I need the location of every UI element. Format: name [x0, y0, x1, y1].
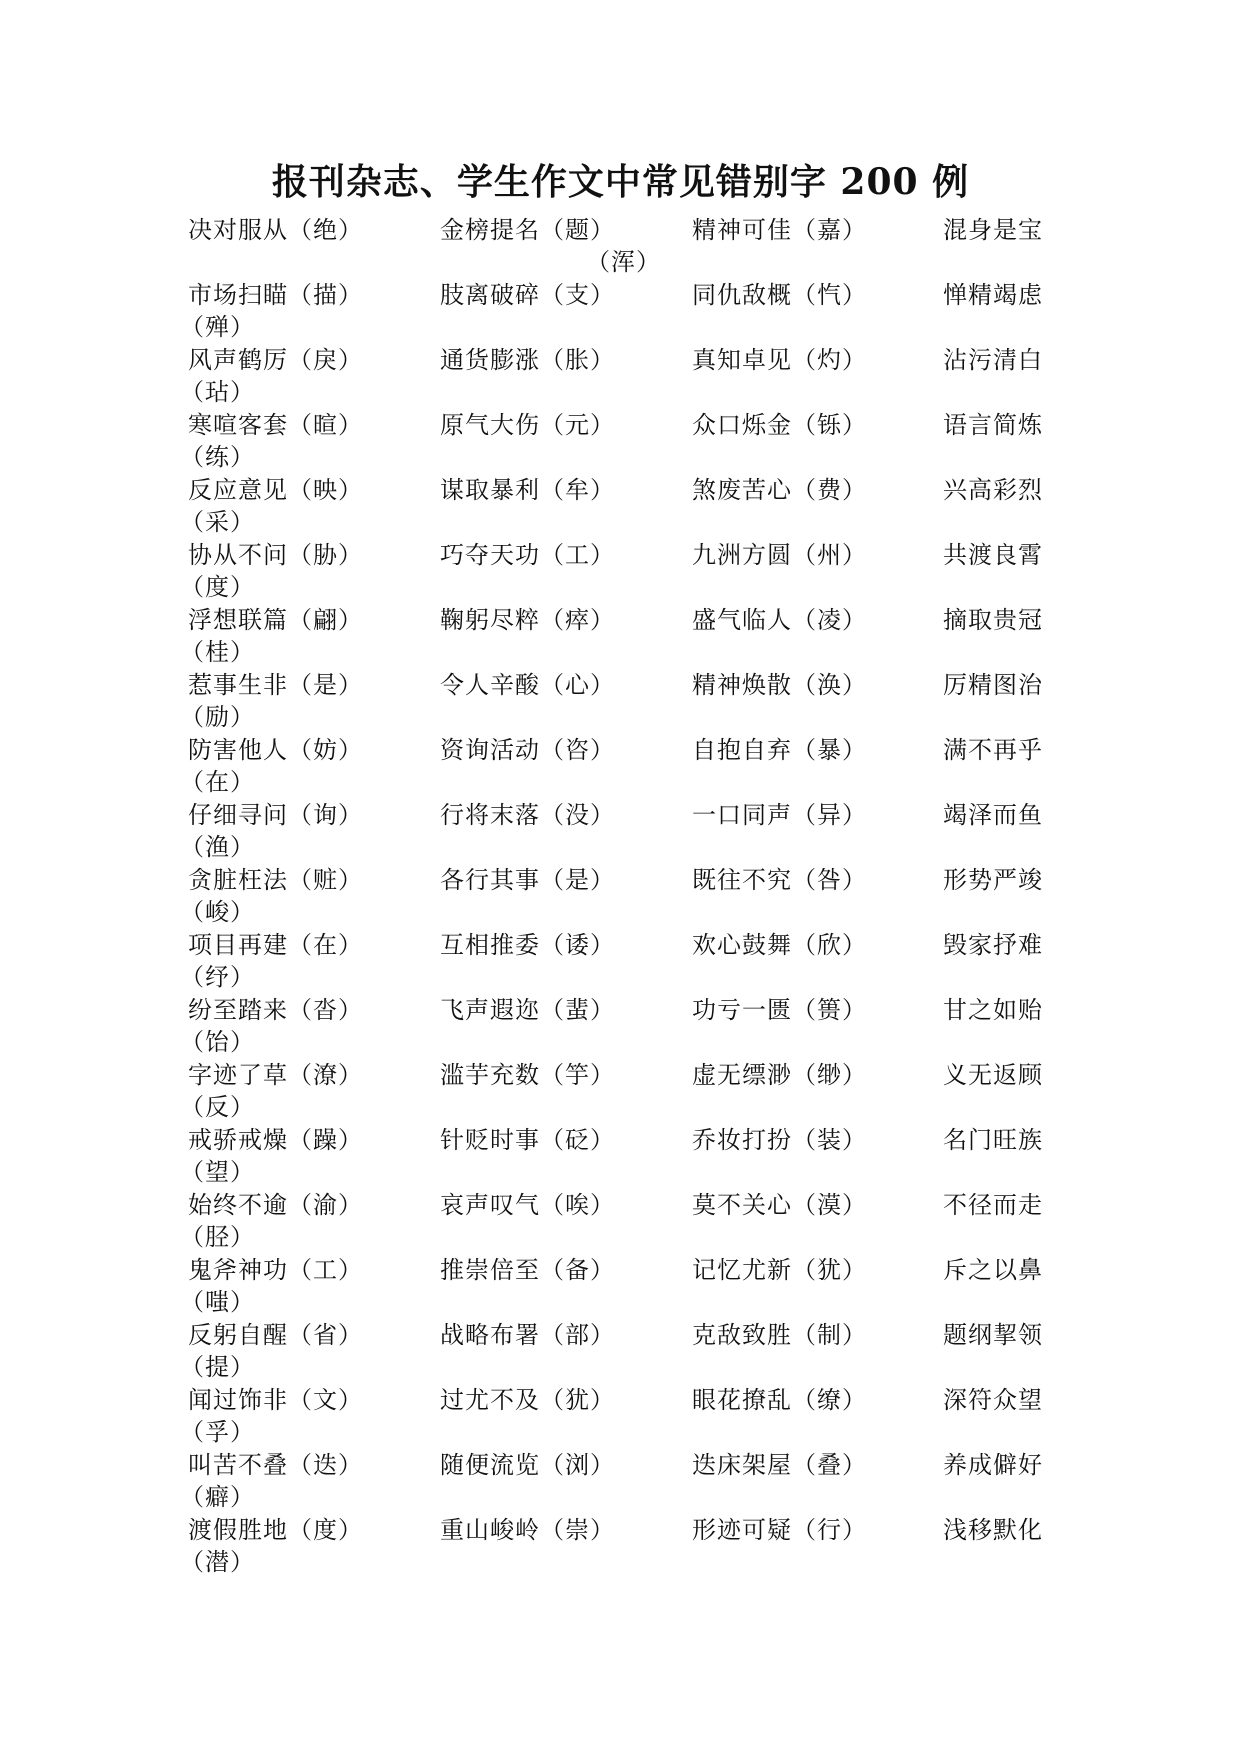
entry-item: 谋取暴利（牟） [440, 476, 615, 504]
entry-item: 毁家抒难 [943, 931, 1043, 959]
entry-item: 寒喧客套（暄） [188, 411, 363, 439]
entry-item: 精神可佳（嘉） [692, 216, 867, 244]
entry-item: 形势严竣 [943, 866, 1043, 894]
entry-item: 真知卓见（灼） [692, 346, 867, 374]
entry-correction: （潜） [180, 1548, 255, 1576]
entry-item: 贪脏枉法（赃） [188, 866, 363, 894]
entry-item: 重山峻岭（崇） [440, 1516, 615, 1544]
entry-item: 甘之如贻 [943, 996, 1043, 1024]
entry-correction: （采） [180, 508, 255, 536]
entry-correction: （纾） [180, 963, 255, 991]
entry-item: 竭泽而鱼 [943, 801, 1043, 829]
entry-item: 题纲挈领 [943, 1321, 1043, 1349]
entry-item: 摘取贵冠 [943, 606, 1043, 634]
entry-item: 行将末落（没） [440, 801, 615, 829]
entry-correction: （胫） [180, 1223, 255, 1251]
entry-item: 克敌致胜（制） [692, 1321, 867, 1349]
entry-item: 滥芋充数（竽） [440, 1061, 615, 1089]
entry-item: 市场扫瞄（描） [188, 281, 363, 309]
entry-item: 推崇倍至（备） [440, 1256, 615, 1284]
entry-item: 鞠躬尽粹（瘁） [440, 606, 615, 634]
entry-item: 防害他人（妨） [188, 736, 363, 764]
entry-item: 自抱自弃（暴） [692, 736, 867, 764]
entry-item: 字迹了草（潦） [188, 1061, 363, 1089]
entry-item: 惮精竭虑 [943, 281, 1043, 309]
entry-item: 语言简炼 [943, 411, 1043, 439]
entry-correction: （在） [180, 768, 255, 796]
entry-item: 义无返顾 [943, 1061, 1043, 1089]
entry-item: 浅移默化 [943, 1516, 1043, 1544]
entry-item: 同仇敌概（忾） [692, 281, 867, 309]
entry-item: 决对服从（绝） [188, 216, 363, 244]
entry-item: 针贬时事（砭） [440, 1126, 615, 1154]
entry-item: 莫不关心（漠） [692, 1191, 867, 1219]
entry-item: 迭床架屋（叠） [692, 1451, 867, 1479]
entry-item: 令人辛酸（心） [440, 671, 615, 699]
entry-item: 深符众望 [943, 1386, 1043, 1414]
entry-item: 肢离破碎（支） [440, 281, 615, 309]
entry-item: 巧夺天功（工） [440, 541, 615, 569]
page-title: 报刊杂志、学生作文中常见错别字 200 例 [271, 161, 970, 203]
entry-item: 虚无缥渺（缈） [692, 1061, 867, 1089]
entry-item: 通货膨涨（胀） [440, 346, 615, 374]
entry-item: 反躬自醒（省） [188, 1321, 363, 1349]
entry-item: 各行其事（是） [440, 866, 615, 894]
entry-item: 记忆尤新（犹） [692, 1256, 867, 1284]
entry-correction: （玷） [180, 378, 255, 406]
entry-item: 盛气临人（凌） [692, 606, 867, 634]
entry-item: 纷至踏来（沓） [188, 996, 363, 1024]
entry-item: 乔妆打扮（装） [692, 1126, 867, 1154]
entry-correction: （饴） [180, 1028, 255, 1056]
entry-item: 一口同声（异） [692, 801, 867, 829]
entry-item: 战略布署（部） [440, 1321, 615, 1349]
entry-item: 随便流览（浏） [440, 1451, 615, 1479]
entry-item: 混身是宝 [943, 216, 1043, 244]
entry-item: 不径而走 [943, 1191, 1043, 1219]
entry-item: 风声鹤厉（戾） [188, 346, 363, 374]
entry-correction: （练） [180, 443, 255, 471]
entry-correction: （渔） [180, 833, 255, 861]
entry-item: 项目再建（在） [188, 931, 363, 959]
entry-item: 满不再乎 [943, 736, 1043, 764]
entry-item: 斥之以鼻 [943, 1256, 1043, 1284]
entry-correction: （孚） [180, 1418, 255, 1446]
entry-correction: （望） [180, 1158, 255, 1186]
entry-item: 鬼斧神功（工） [188, 1256, 363, 1284]
entry-item: 名门旺族 [943, 1126, 1043, 1154]
entry-item: 惹事生非（是） [188, 671, 363, 699]
entry-item: 互相推委（诿） [440, 931, 615, 959]
entry-item: 仔细寻问（询） [188, 801, 363, 829]
entry-item: 浮想联篇（翩） [188, 606, 363, 634]
entry-item: 始终不逾（渝） [188, 1191, 363, 1219]
entry-correction: （度） [180, 573, 255, 601]
entry-item: 金榜提名（题） [440, 216, 615, 244]
entry-item: 原气大伤（元） [440, 411, 615, 439]
entry-item: 兴高彩烈 [943, 476, 1043, 504]
entry-correction: （反） [180, 1093, 255, 1121]
entry-correction: （浑） [586, 248, 661, 276]
entry-item: 众口烁金（铄） [692, 411, 867, 439]
entry-item: 煞废苦心（费） [692, 476, 867, 504]
entry-item: 戒骄戒燥（躁） [188, 1126, 363, 1154]
entry-item: 形迹可疑（行） [692, 1516, 867, 1544]
entry-item: 九洲方圆（州） [692, 541, 867, 569]
entry-item: 叫苦不叠（迭） [188, 1451, 363, 1479]
entry-item: 过尤不及（犹） [440, 1386, 615, 1414]
entry-correction: （殚） [180, 313, 255, 341]
entry-item: 养成僻好 [943, 1451, 1043, 1479]
entry-item: 功亏一匮（篑） [692, 996, 867, 1024]
entry-item: 沾污清白 [943, 346, 1043, 374]
entry-item: 眼花撩乱（缭） [692, 1386, 867, 1414]
entry-item: 飞声遐迩（蜚） [440, 996, 615, 1024]
entry-item: 厉精图治 [943, 671, 1043, 699]
entry-item: 共渡良霄 [943, 541, 1043, 569]
entry-item: 既往不究（咎） [692, 866, 867, 894]
entry-item: 反应意见（映） [188, 476, 363, 504]
entry-item: 渡假胜地（度） [188, 1516, 363, 1544]
entry-correction: （桂） [180, 638, 255, 666]
entry-correction: （励） [180, 703, 255, 731]
entry-correction: （峻） [180, 898, 255, 926]
entry-item: 闻过饰非（文） [188, 1386, 363, 1414]
entry-item: 协从不问（胁） [188, 541, 363, 569]
entry-item: 资询活动（咨） [440, 736, 615, 764]
entry-item: 精神焕散（涣） [692, 671, 867, 699]
entry-item: 哀声叹气（唉） [440, 1191, 615, 1219]
entry-item: 欢心鼓舞（欣） [692, 931, 867, 959]
entry-correction: （嗤） [180, 1288, 255, 1316]
entry-correction: （提） [180, 1353, 255, 1381]
entry-correction: （癖） [180, 1483, 255, 1511]
